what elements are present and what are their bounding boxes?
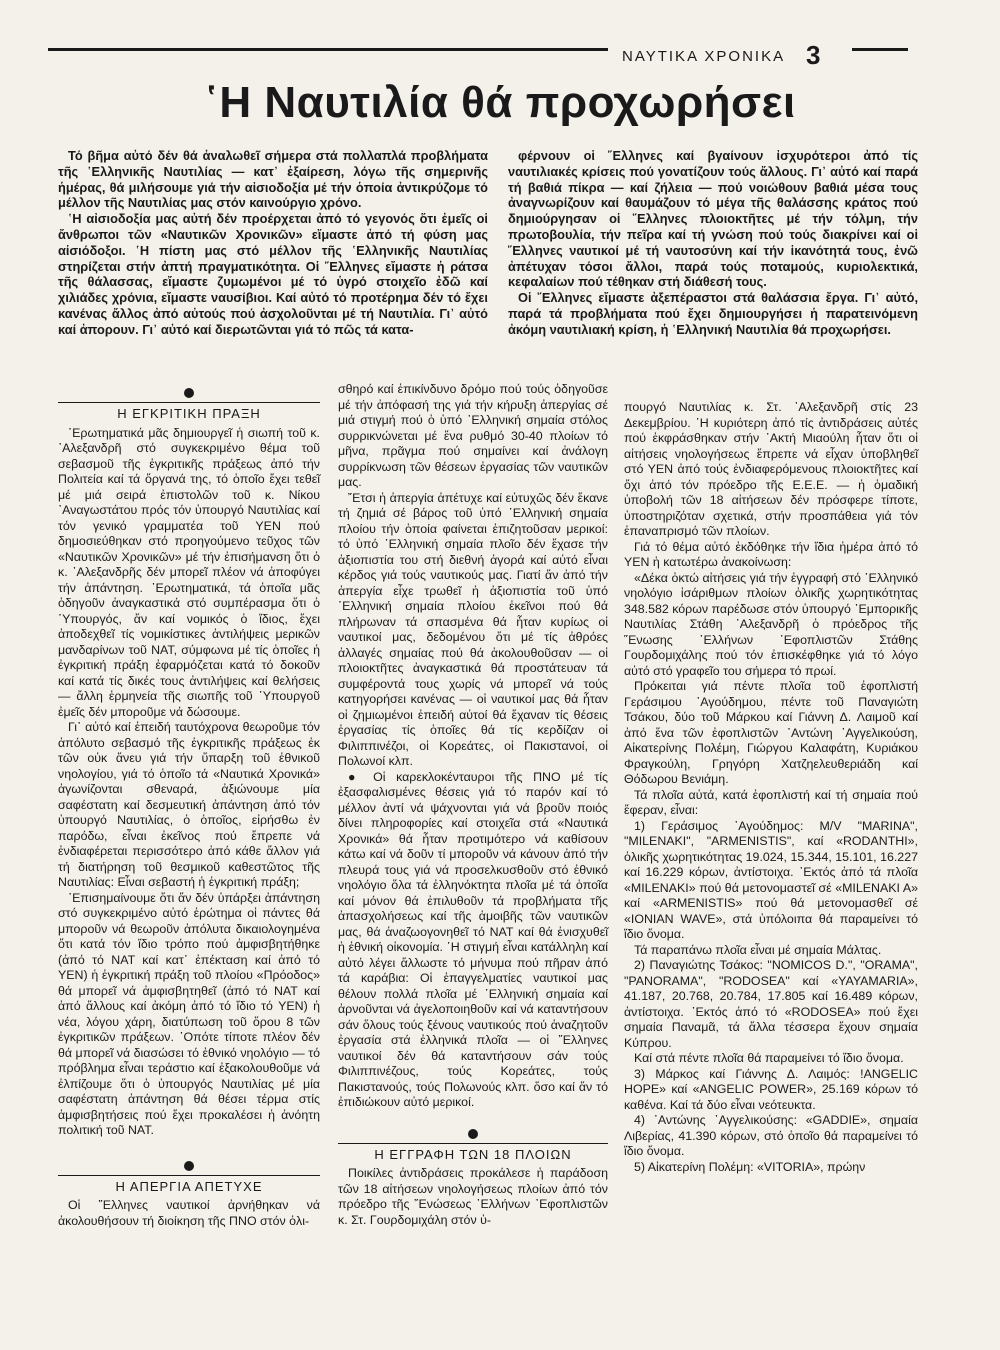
section-rule — [58, 1175, 320, 1176]
section-heading: Η ΕΓΓΡΑΦΗ ΤΩΝ 18 ΠΛΟΙΩΝ — [374, 1146, 572, 1162]
ship-list-item: 5) Αἰκατερίνη Πολέμη: «VITORIA», πρώην — [634, 1159, 866, 1174]
body-paragraph: Τά παραπάνω πλοῖα εἶναι μέ σημαία Μάλτας. — [634, 942, 882, 957]
section-name: ΝΑΥΤΙΚΑ ΧΡΟΝΙΚΑ — [622, 48, 786, 65]
ship-list-item: 3) Μάρκος καί Γιάννης Δ. Λαιμός: !ANGELIC HOPE» καί «ANGELIC POWER», 25.169 κόρων τό καθένα. Καί τά δύο εἶναι νεότευκτα. — [624, 1066, 918, 1112]
body-paragraph: Οἱ ῞Ελληνες ναυτικοί ἀρνήθηκαν νά ἀκολουθήσουν τή διοίκηση τῆς ΠΝΟ στόν ὀλι- — [58, 1198, 320, 1228]
intro-right-column — [508, 148, 918, 338]
column-1 — [58, 382, 320, 1229]
bullet-dot-icon — [184, 1161, 194, 1171]
intro-paragraph: Τό βῆμα αὐτό δέν θά ἀναλωθεῖ σήμερα στά πολλαπλά προβλήματα τῆς ῾Ελληνικῆς Ναυτιλίας — κατ᾿ ἐξαίρεση, λόγω τῆς σημερινῆς ἡμέρας, θά μιλήσουμε γιά τήν αἰσιοδοξία μέ τήν ὁποία ἀντικρύζομε τό μέλλον τῆς Ναυτιλίας μας στόν καινούργιο χρόνο. — [58, 148, 488, 211]
body-paragraph: ῎Ετσι ἡ ἀπεργία ἀπέτυχε καί εὐτυχῶς δέν ἔκανε τή ζημιά σέ βάρος τοῦ ὑπό ῾Ελληνική σημαία πλοίου τήν ὁποία φαίνεται ἐπιζητοῦσαν μερικοί: τό ὑπό ῾Ελληνική σημαία πλοῖο δέν ἔχασε τήν ἀξιοπιστία του στή διεθνή ἀγορά καί αὐτό εἶναι κέρδος γιά τούς ναυτικούς μας. Γιατί ἄν ἀπό τήν ἀπεργία εἶχε τρωθεῖ ἡ ἀξιοπιστία τοῦ ὑπό ῾Ελληνική σημαία πλοίου ἐκεῖνοι πού θά πλήρωναν τά σπασμένα θά ἦταν κυρίως οἱ ναυτικοί μας, δεδομένου ὅτι μέ τίς ἀθρόες ἀλλαγές σημαίας πού θά ἀκολουθοῦσαν — οἱ πλοιοκτῆτες ἀναγκαστικά θά προστάτευαν τά συμφέροντά τους χωρίς νά μπορεῖ νά τούς κατηγορήσει κανένας — οἱ ναυτικοί μας θά ἦταν οἱ ζημιωμένοι ἐπειδή αὐτοί θά ἔχαναν τίς θέσεις ἐργασίας τίς ὁποῖες θά τίς κερδίζαν οἱ Φιλιππινέζοι, οἱ Κορεάτες, οἱ Πακιστανοί, οἱ Πολωνοί κλπ. — [338, 490, 608, 768]
body-paragraph: Καί στά πέντε πλοῖα θά παραμείνει τό ἴδιο ὄνομα. — [634, 1051, 904, 1065]
intro-left-column — [58, 148, 488, 338]
body-paragraph: Τά πλοῖα αὐτά, κατά ἐφοπλιστή καί τή σημαία πού ἔφεραν, εἶναι: — [624, 787, 918, 817]
body-paragraph: Γιά τό θέμα αὐτό ἐκδόθηκε τήν ἴδια ἡμέρα ἀπό τό ΥΕΝ ἡ κατωτέρω ἀνακοίνωση: — [624, 539, 918, 569]
bullet-dot-icon — [468, 1129, 478, 1139]
headline: ῾Η Ναυτιλία θά προχωρήσει — [204, 78, 796, 127]
body-paragraph: ● Οἱ καρεκλοκένταυροι τῆς ΠΝΟ μέ τίς ἐξασφαλισμένες θέσεις γιά τό παρόν καί τό μέλλον ἀντί νά ψάχνονται γιά νά βροῦν ποιός δίνει πληροφορίες καί στοιχεῖα στά «Ναυτικά Χρονικά» θά ἦταν προτιμότερο νά καθίσουν κάτω καί νά δοῦν τί μποροῦν νά κάνουν ἀπό τήν πλευρά τους γιά νά προσελκυσθοῦν στό ἐθνικό νηολόγιο ὅλα τά ἐλληνόκτητα πλοῖα μέ τά ὁποῖα καί μόνον θά ἐπιλυθοῦν τά προβλήματα τῆς ἀπασχολήσεως καί τῆς ἀμοιβῆς τῶν ναυτικῶν μας, θά ἀναζωογονηθεῖ τό ΝΑΤ καί θά ἐνισχυθεῖ ἡ ἐθνική οἰκονομία. ῾Η στιγμή εἶναι κατάλληλη καί αὐτό λέγει ἄλλωστε τό μήνυμα πού πῆραν ἀπό τά καράβια: Οἱ ἐπαγγελματίες ναυτικοί μας θέλουν πολλά πλοῖα μέ ῾Ελληνική σημαία καί ἀρνοῦνται νά ἀγελοποιηθοῦν καί νά καταντήσουν σάν ὅλους τούς ξένους ναυτικούς πού ἀναζητοῦν ἐργασία στά ἐλληνικά πλοῖα — οἱ ῞Ελληνες ναυτικοί δέν θά καταντήσουν σάν τούς Φιλιππινέζους, τούς Κορεάτες, τούς Πακιστανούς, τούς Πολωνούς κλπ. ὅσο καί ἄν τό ἐπιδιώκουν αὐτό μερικοί. — [338, 769, 608, 1109]
header-rule-right — [852, 48, 908, 51]
header-rule-left — [48, 48, 608, 51]
body-paragraph: ῾Ερωτηματικά μᾶς δημιουργεῖ ἡ σιωπή τοῦ κ. ᾿Αλεξανδρῆ στό συγκεκριμένο θέμα τοῦ σεβασμοῦ τῆς ἐγκριτικῆς πράξεως ἀπό τήν Πολιτεία καί τά ὄργανά της, τό ὁποῖο ἔχει τεθεῖ μέ μιά σειρά ἐπιστολῶν τοῦ κ. Νίκου ᾿Αναγωστάτου πρός τόν ὑπουργό Ναυτιλίας καί τόν γενικό γραμματέα τοῦ ΥΕΝ πού δημοσιεύθηκαν στό προηγούμενο τεῦχος τῶν «Ναυτικῶν Χρονικῶν» μέ τήν ἐπισήμανση ὅτι ὁ κ. ᾿Αλεξανδρῆς δέν μπορεῖ πλέον νά ἀποφύγει τήν ἀπάντηση. ᾿Ερωτηματικά, τά ὁποῖα μᾶς ὁδηγοῦν ἀναγκαστικά στό συμπέρασμα ὅτι ὁ ῾Υπουργός, ἄν καί νομικός ὁ ἴδιος, ἔχει ἀποδεχθεῖ τίς νομικίστικες ἀντιλήψεις μερικῶν μανδαρίνων τοῦ ΝΑΤ, σύμφωνα μέ τίς ὁποῖες ἡ ἐγκριτική πράξη ἐφαρμόζεται κατά τό δοκοῦν καί κατά τίς δικές τους ἀντιλήψεις καί θελήσεις — ἄλλη ἑρμηνεία τῆς σιωπῆς τοῦ ῾Υπουργοῦ ἐμεῖς δέν μποροῦμε νά δώσουμε. — [58, 425, 320, 719]
body-paragraph: «Δέκα ὀκτώ αἰτήσεις γιά τήν ἐγγραφή στό ῾Ελληνικό νηολόγιο ἰσάριθμων πλοίων ὀλικῆς χωρητικότητας 348.582 κόρων παρέδωσε στόν ὑπουργό ᾿Εμπορικῆς Ναυτιλίας Στάθη ᾿Αλεξανδρῆ ὁ πρόεδρος τῆς ῞Ενωσης ῾Ελλήνων ᾿Εφοπλιστῶν Στάθης Γουρδομιχάλης πού τόν ἐπισκέφθηκε γιά τό λόγο αὐτό στό γραφεῖο του σήμερα τό πρωί. — [624, 570, 918, 678]
body-paragraph: πουργό Ναυτιλίας κ. Στ. ᾿Αλεξανδρῆ στίς 23 Δεκεμβρίου. ῾Η κυριότερη ἀπό τίς ἀντιδράσεις αὐτές πού ἐκφράσθηκαν στήν ᾿Ακτή Μιαούλη ἦταν ὅτι οἱ αἰτήσεις νηολογήσεως ἔπρεπε νά εἶχαν ὑποβληθεῖ στό ΥΕΝ ἀπό τούς ἐνδιαφερόμενους πλοιοκτῆτες καί ὄχι ἀπό τόν πρόεδρο τῆς Ε.Ε.Ε. — ἡ ὁμαδική ὑποβολή τῶν 18 αἰτήσεων δέν πρόσφερε τίποτε, ὑποστηριζόταν σχετικά, στήν προσπάθεια γιά τόν ἐπαναπρισμό τῶν πλοίων. — [624, 400, 918, 538]
body-paragraph: Γι᾿ αὐτό καί ἐπειδή ταυτόχρονα θεωροῦμε τόν ἀπόλυτο σεβασμό τῆς ἐγκριτικῆς πράξεως ἐκ τῶν οὐκ ἄνευ γιά τήν ὕπαρξη τοῦ ἐθνικοῦ νηολογίου, γιά τό ὁποῖο τά «Ναυτικά Χρονικά» ἀγωνίζονται σθεναρά, ἀξιώνουμε μία σαφέστατη καί δεσμευτική ἀπάντηση ἀπό τόν ὑπουργό Ναυτιλίας, ὁ ὁποῖος, εἰρήσθω ἐν παρόδω, εἶναι ἐκεῖνος πού ἔπρεπε νά ἐνδιαφέρεται περισσότερο ἀπό κάθε ἄλλον γιά τή διατήρηση τοῦ θεσμικοῦ καθεστῶτος τῆς Ναυτιλίας: Εἶναι σεβαστή ἡ ἐγκριτική πράξη; — [58, 720, 320, 889]
ship-list-item: 4) ᾿Αντώνης ᾿Αγγελικούσης: «GADDIE», σημαία Λιβερίας, 41.390 κόρων, στό ὁποῖο θά παραμείνει τό ἴδιο ὄνομα. — [624, 1113, 918, 1158]
ship-list-item: 1) Γεράσιμος ᾿Αγούδημος: M/V "MARINA", "MILENAKI", "ARMENISTIS", καί «RODANTHI», ὀλικῆς χωρητικότητας 19.024, 15.344, 15.101, 16.227 καί 16.229 κόρων, ἀντίστοιχα. ᾿Εκτός ἀπό τά πλοῖα «MILENAKI» πού θά μετονομαστεῖ σέ «MILENAKI A» καί «ARMENISTIS» πού θά μετονομασθεῖ σέ «IONIAN WAVE», στά ὑπόλοιπα θά παραμείνει τό ἴδιο ὄνομα. — [624, 818, 918, 941]
section-rule — [338, 1143, 608, 1144]
body-paragraph: ᾿Επισημαίνουμε ὅτι ἄν δέν ὑπάρξει ἀπάντηση στό συγκεκριμένο αὐτό ἐρώτημα οἱ πάντες θά μποροῦν νά θεωροῦν ἀπόλυτα δικαιολογημένα ὅτι κατά τόν ἴδιο τρόπο πού ἀμφισβητήθηκε (ἀπό τό ΝΑΤ καί κατ᾿ ἐπέκταση καί ἀπό τό ΥΕΝ) ἡ ἐγκριτική πράξη τοῦ πλοίου «Πρόοδος» θά μπορεῖ νά ἀμφισβητηθεῖ (ἀπό τό ΝΑΤ καί ἀπό ἄλλους καί ἀκόμη ἀπό τό ἴδιο τό ΥΕΝ) ἡ νέα, λόγου χάρη, διατύπωση τοῦ ὅρου 8 τῶν ἐγκριτικῶν πράξεων. ᾿Οπότε τίποτε πλέον δέν θά μπορεῖ νά διασώσει τό ἐθνικό νηολόγιο — τό πρόβλημα εἶναι τεράστιο καί ἐξακολουθοῦμε νά ἐλπίζουμε ὅτι ὁ ὑπουργός Ναυτιλίας μέ μία σαφέστατη ἀπάντηση θά θέσει τέρμα στίς ἀμφισβητήσεις πού ἔχει προκαλέσει ἡ ἀνόητη πολιτική τοῦ ΝΑΤ. — [58, 890, 320, 1137]
ship-list-item: 2) Παναγιώτης Τσάκος: "NOMICOS D.", "ORAMA", "PANORAMA", "RODOSEA" καί «YAYAMARIA», 41.187, 20.768, 20.784, 17.805 καί 16.489 κόρων, ἀντίστοιχα. ᾿Εκτός ἀπό τό «RODOSEA» πού ἔχει σημαία Παναμᾶ, τά ἄλλα τέσσερα ἔχουν σημαία Κύπρου. — [624, 958, 918, 1050]
bullet-dot-icon — [184, 388, 194, 398]
intro-paragraph: ῾Η αἰσιοδοξία μας αὐτή δέν προέρχεται ἀπό τό γεγονός ὅτι ἐμεῖς οἱ ἄνθρωποι τῶν «Ναυτικῶν Χρονικῶν» εἴμαστε ἀπό τή φύση μας αἰσιόδοξοι. ῾Η πίστη μας στό μέλλον τῆς ῾Ελληνικῆς Ναυτιλίας στηρίζεται στήν ἀπτή πραγματικότητα. Οἱ ῞Ελληνες εἴμαστε ἡ ράτσα τῆς θάλασσας, εἴμαστε ζυμωμένοι μέ τό ὑγρό στοιχεῖο ἐδῶ καί χιλιάδες χρόνια, εἴμαστε ναυσίβιοι. Καί αὐτό τό προτέρημα δέν τό ἔχει κανένας ἄλλος ἀπό αὐτούς πού ἀσχολοῦνται μέ τή Ναυτιλία. Γι᾿ αὐτό καί ἀπορουν. Γι᾿ αὐτό καί διερωτῶνται γιά τό πῶς τά κατα- — [58, 211, 488, 337]
section-rule — [58, 402, 320, 403]
column-3 — [624, 400, 918, 1175]
section-heading: Η ΑΠΕΡΓΙΑ ΑΠΕΤΥΧΕ — [115, 1178, 263, 1194]
body-paragraph: Πρόκειται γιά πέντε πλοῖα τοῦ ἐφοπλιστή Γεράσιμου ᾿Αγούδημου, πέντε τοῦ Παναγιώτη Τσάκου, δύο τοῦ Μάρκου καί Γιάννη Δ. Λαιμοῦ καί ἀπό ἕνα τῶν ἐφοπλιστῶν ᾿Αντώνη ᾿Αγγελικούση, Αἰκατερίνης Πολέμη, Γιώργου Καλαφάτη, Κυριάκου Φραγκούλη, Γρηγόρη Χατζηελευθεριάδη καί Θόδωρου Βενιάμη. — [624, 679, 918, 786]
page-number: 3 — [806, 40, 821, 70]
intro-paragraph: φέρνουν οἱ ῞Ελληνες καί βγαίνουν ἰσχυρότεροι ἀπό τίς ναυτιλιακές κρίσεις πού γονατίζουν τούς ἄλλους. Γι᾿ αὐτό καί παρά τή βαθιά πίκρα — καί ζήλεια — πού νοιώθουν βαθιά μέσα τους ἀναγνωρίζουν καί θαυμάζουν τό μέγα τῆς θαλάσσης κράτος πού δημιούργησαν οἱ ῞Ελληνες πλοιοκτῆτες μέ τήν τόλμη, τήν πρωτοβουλία, τήν πεῖρα καί τή γνώση πού τούς διακρίνει καί οἱ ῞Ελληνες ναυτικοί μέ τή ναυτοσύνη καί τήν ἱκανότητά τους, ἐνῶ ἀπέτυχαν τόσοι ἄλλοι, παρά τούς ποταμούς, κυριολεκτικά, κεφαλαίων πού τέθηκαν στή διάθεσή τους. — [508, 148, 918, 290]
column-2 — [338, 382, 608, 1228]
body-paragraph: Ποικίλες ἀντιδράσεις προκάλεσε ἡ παράδοση τῶν 18 αἰτήσεων νηολογήσεως πλοίων ἀπό τόν πρόεδρο τῆς ῞Ενώσεως ῾Ελλήνων ᾿Εφοπλιστῶν κ. Στ. Γουρδομιχάλη στόν ὑ- — [338, 1166, 608, 1227]
intro-paragraph: Οἱ ῞Ελληνες εἴμαστε ἀξεπέραστοι στά θαλάσσια ἔργα. Γι᾿ αὐτό, παρά τά προβλήματα πού ἔχει δημιουργήσει ἡ παρατεινόμενη ἀκόμη ναυτιλιακή κρίση, ἡ ῾Ελληνική Ναυτιλία θά προχωρήσει. — [508, 290, 918, 337]
section-heading: Η ΕΓΚΡΙΤΙΚΗ ΠΡΑΞΗ — [117, 406, 261, 421]
body-paragraph: σθηρό καί ἐπικίνδυνο δρόμο πού τούς ὁδηγοῦσε μέ τήν ἀπόφασή της γιά τήν κήρυξη ἀπεργίας σέ μιά στιγμή πού ὁ ὑπό ῾Ελληνική σημαία στόλος συρρικνώνεται μέ ἕνα ρυθμό 30-40 πλοίων τό μῆνα, πρᾶγμα πού σημαίνει καί ἀνάλογη συρρίκνωση τῶν θέσεων ἐργασίας τῶν ναυτικῶν μας. — [338, 382, 608, 489]
